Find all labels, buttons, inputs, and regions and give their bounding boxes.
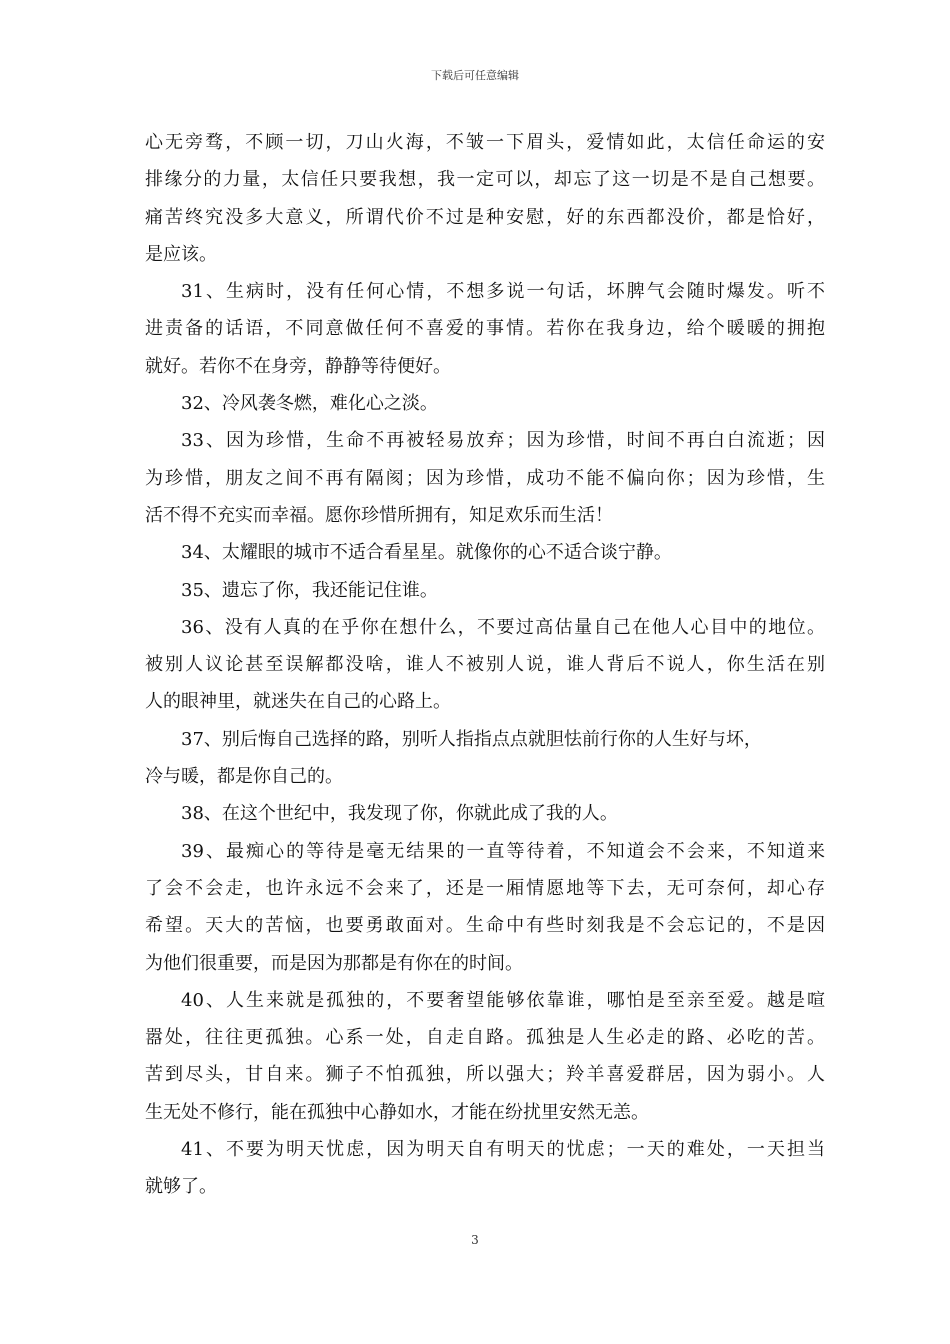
text-line: 进责备的话语，不同意做任何不喜爱的事情。若你在我身边，给个暖暖的拥抱 [145,318,825,340]
text-line: 41、不要为明天忧虑，因为明天自有明天的忧虑；一天的难处，一天担当 [181,1139,825,1161]
text-line: 希望。天大的苦恼，也要勇敢面对。生命中有些时刻我是不会忘记的，不是因 [145,915,825,937]
text-line: 心无旁骛，不顾一切，刀山火海，不皱一下眉头，爱情如此，太信任命运的安 [145,132,825,153]
text-line: 就好。若你不在身旁，静静等待便好。 [145,355,451,377]
text-line: 就够了。 [145,1176,217,1198]
text-line: 是应该。 [145,243,217,265]
text-line: 冷与暖，都是你自己的。 [145,766,343,788]
text-line: 嚣处，往往更孤独。心系一处，自走自路。孤独是人生必走的路、必吃的苦。 [145,1027,825,1049]
text-line: 苦到尽头，甘自来。狮子不怕孤独，所以强大；羚羊喜爱群居，因为弱小。人 [145,1064,825,1086]
text-line: 38、在这个世纪中，我发现了你，你就此成了我的人。 [181,803,618,825]
text-line: 33、因为珍惜，生命不再被轻易放弃；因为珍惜，时间不再白白流逝；因 [181,430,825,452]
text-line: 为他们很重要，而是因为那都是有你在的时间。 [145,952,523,974]
text-line: 34、太耀眼的城市不适合看星星。就像你的心不适合谈宁静。 [181,542,672,564]
text-line: 37、别后悔自己选择的路，别听人指指点点就胆怯前行你的人生好与坏， [181,728,762,750]
body-text [145,124,825,1206]
text-line: 被别人议论甚至误解都没啥，谁人不被别人说，谁人背后不说人，你生活在别 [145,654,825,676]
text-line: 排缘分的力量，太信任只要我想，我一定可以，却忘了这一切是不是自己想要。 [145,169,825,191]
text-line: 40、人生来就是孤独的，不要奢望能够依靠谁，哪怕是至亲至爱。越是喧 [181,989,825,1011]
page-number: 3 [471,1233,479,1247]
text-line: 39、最痴心的等待是毫无结果的一直等待着，不知道会不会来，不知道来 [181,840,825,862]
text-line: 痛苦终究没多大意义，所谓代价不过是种安慰，好的东西都没价，都是恰好， [145,206,825,228]
text-line: 为珍惜，朋友之间不再有隔阂；因为珍惜，成功不能不偏向你；因为珍惜，生 [145,467,825,489]
text-line: 32、冷风袭冬燃，难化心之淡。 [181,393,438,415]
text-line: 活不得不充实而幸福。愿你珍惜所拥有，知足欢乐而生活！ [145,504,613,526]
text-line: 35、遗忘了你，我还能记住谁。 [181,579,438,601]
text-line: 36、没有人真的在乎你在想什么，不要过高估量自己在他人心目中的地位。 [181,616,825,638]
text-line: 了会不会走，也许永远不会来了，还是一厢情愿地等下去，无可奈何，却心存 [145,877,825,899]
page-header: 下载后可任意编辑 [431,69,519,82]
text-line: 31、生病时，没有任何心情，不想多说一句话，坏脾气会随时爆发。听不 [181,281,825,303]
text-line: 生无处不修行，能在孤独中心静如水，才能在纷扰里安然无恙。 [145,1101,649,1123]
text-line: 人的眼神里，就迷失在自己的心路上。 [145,691,451,713]
